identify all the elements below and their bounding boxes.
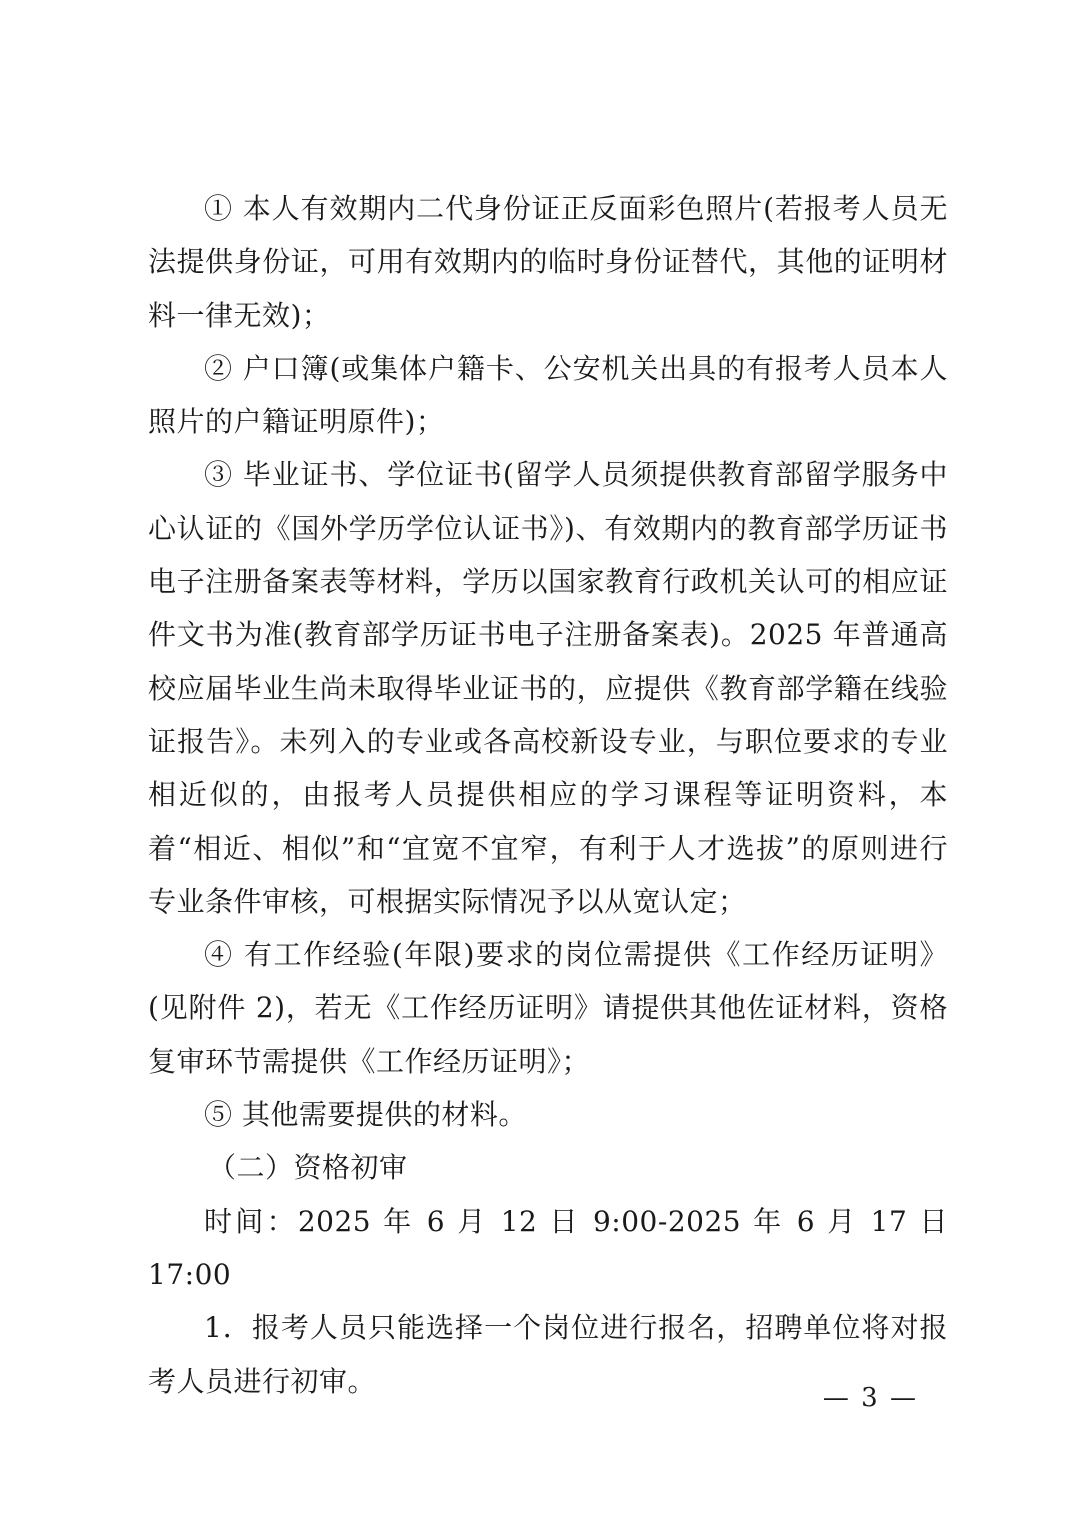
paragraph-item-2: ② 户口簿(或集体户籍卡、公安机关出具的有报考人员本人照片的户籍证明原件)； (148, 351, 948, 439)
section-heading: （二）资格初审 (208, 1151, 408, 1185)
paragraph-item-3: ③ 毕业证书、学位证书(留学人员须提供教育部留学服务中心认证的《国外学历学位认证书》)、有效期内的教育部学历证书电子注册备案表等材料，学历以国家教育行政机关认可的相应证件文书为准(教育部学历证书电子注册备案表)。2025 年普通高校应届毕业生尚未取得毕业证书的，应提供《教育部学籍在线验证报告》。未列入的专业或各高校新设专业，与职位要求的专业相近似的，由报考人员提供相应的学习课程等证明资料，本着“相近、相似”和“宜宽不宜窄，有利于人才选拔”的原则进行专业条件审核，可根据实际情况予以从宽认定； (148, 458, 948, 918)
time-line: 时间：2025 年 6 月 12 日 9:00-2025 年 6 月 17 日 17:00 (148, 1204, 948, 1291)
document-body (148, 182, 948, 1408)
paragraph-item-5: ⑤ 其他需要提供的材料。 (204, 1098, 527, 1132)
numbered-item-1: 1．报考人员只能选择一个岗位进行报名，招聘单位将对报考人员进行初审。 (148, 1311, 948, 1398)
page-number: — 3 — (822, 1383, 918, 1413)
paragraph-item-1: ① 本人有效期内二代身份证正反面彩色照片(若报考人员无法提供身份证，可用有效期内的临时身份证替代，其他的证明材料一律无效)； (148, 192, 948, 332)
paragraph-item-4: ④ 有工作经验(年限)要求的岗位需提供《工作经历证明》(见附件 2)，若无《工作经历证明》请提供其他佐证材料，资格复审环节需提供《工作经历证明》； (148, 938, 948, 1078)
